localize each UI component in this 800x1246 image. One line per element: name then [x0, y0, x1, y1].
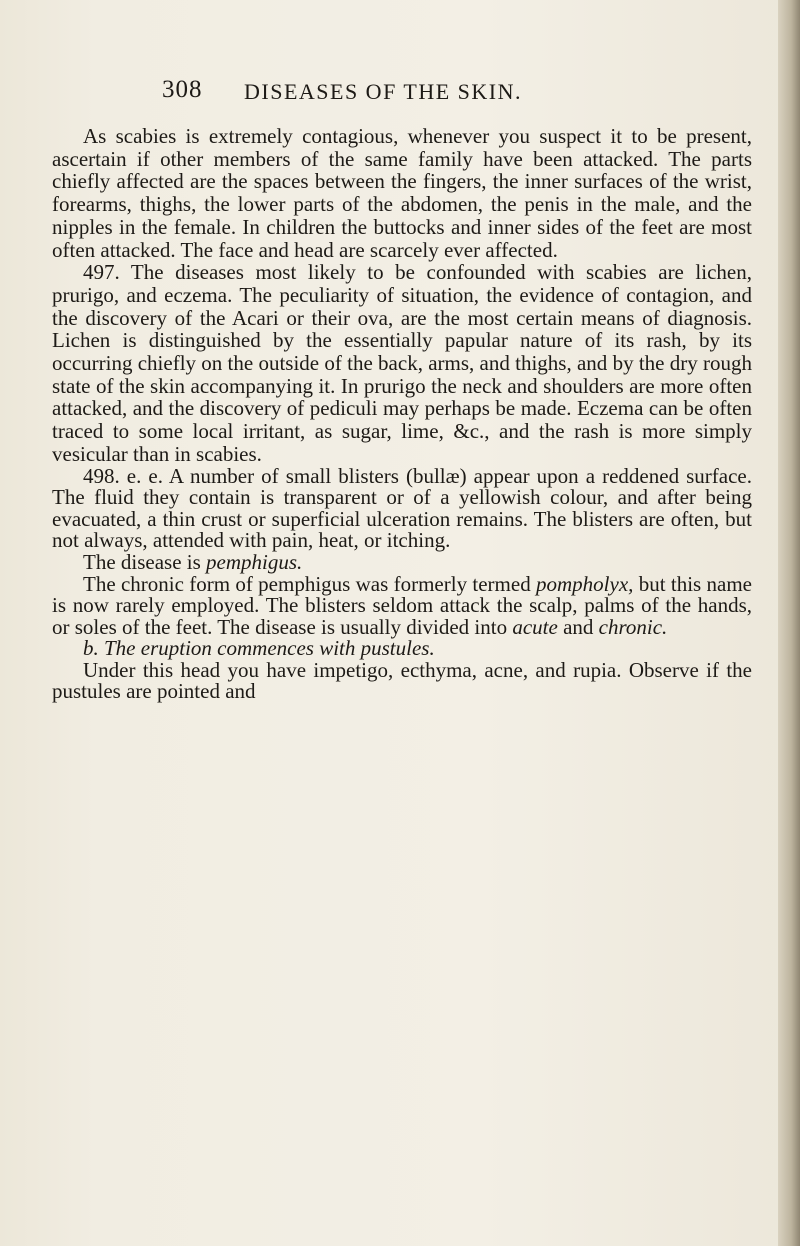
paragraph-chronic-pemphigus — [52, 571, 753, 639]
pustules-heading: b. The eruption commences with pustules. — [83, 636, 435, 661]
paragraph-497-diagnosis: 497. The diseases most likely to be confounded with scabies are lichen, prurigo, and eczema. The peculiarity of situation, the evidence of contagion, and the discovery of the Acari or their ova, are the most certain means of diagnosis. Lichen is distinguished by the essentially papular nature of its rash, by its occurring chiefly on the outside of the back, arms, and thighs, and by the dry rough state of the skin accompanying it. In prurigo the neck and shoulders are more often attacked, and the discovery of pediculi may perhaps be made. Eczema can be often traced to some local irritant, as sugar, lime, &c., and the rash is more simply vesicular than in scabies. — [52, 260, 752, 466]
pompholyx-term: pompholyx, — [536, 571, 634, 596]
paragraph-pustular-diseases: Under this head you have impetigo, ecthyma, acne, and rupia. Observe if the pustules are pointed and — [52, 657, 752, 704]
body-text — [52, 125, 752, 703]
pemphigus-prefix: The disease is — [83, 549, 207, 574]
chronic-text-c: and — [557, 614, 599, 639]
page-edge-shadow — [778, 0, 800, 1246]
acute-term: acute — [512, 614, 558, 639]
page-number: 308 — [162, 76, 203, 103]
chronic-text-b: but this name is now rarely employed. The blisters seldom attack the scalp, palms of the hands, or soles of the feet. The disease is usually divided into — [52, 571, 753, 639]
chronic-text-a: The chronic form of pemphigus was formerly termed — [83, 571, 537, 596]
pemphigus-term: pemphigus. — [206, 549, 303, 574]
chronic-term: chronic. — [598, 614, 668, 639]
subheading-pustules — [52, 638, 752, 660]
paragraph-pemphigus — [52, 549, 752, 574]
running-title: DISEASES OF THE SKIN. — [244, 79, 523, 104]
paragraph-scabies-contagion: As scabies is extremely contagious, whenever you suspect it to be present, ascertain if other members of the same family have been attacked. The parts chiefly affected are the spaces between the fingers, the inner surfaces of the wrist, forearms, thighs, the lower parts of the abdomen, the penis in the male, and the nipples in the female. In children the buttocks and inner sides of the feet are most often attacked. The face and head are scarcely ever affected. — [52, 124, 752, 262]
paragraph-498-blisters: 498. e. e. A number of small blisters (bullæ) appear upon a reddened surface. The fluid they contain is transparent or of a yellowish colour, and after being evacuated, a thin crust or superficial ulceration remains. The blisters are often, but not always, attended with pain, heat, or itching. — [52, 463, 752, 553]
